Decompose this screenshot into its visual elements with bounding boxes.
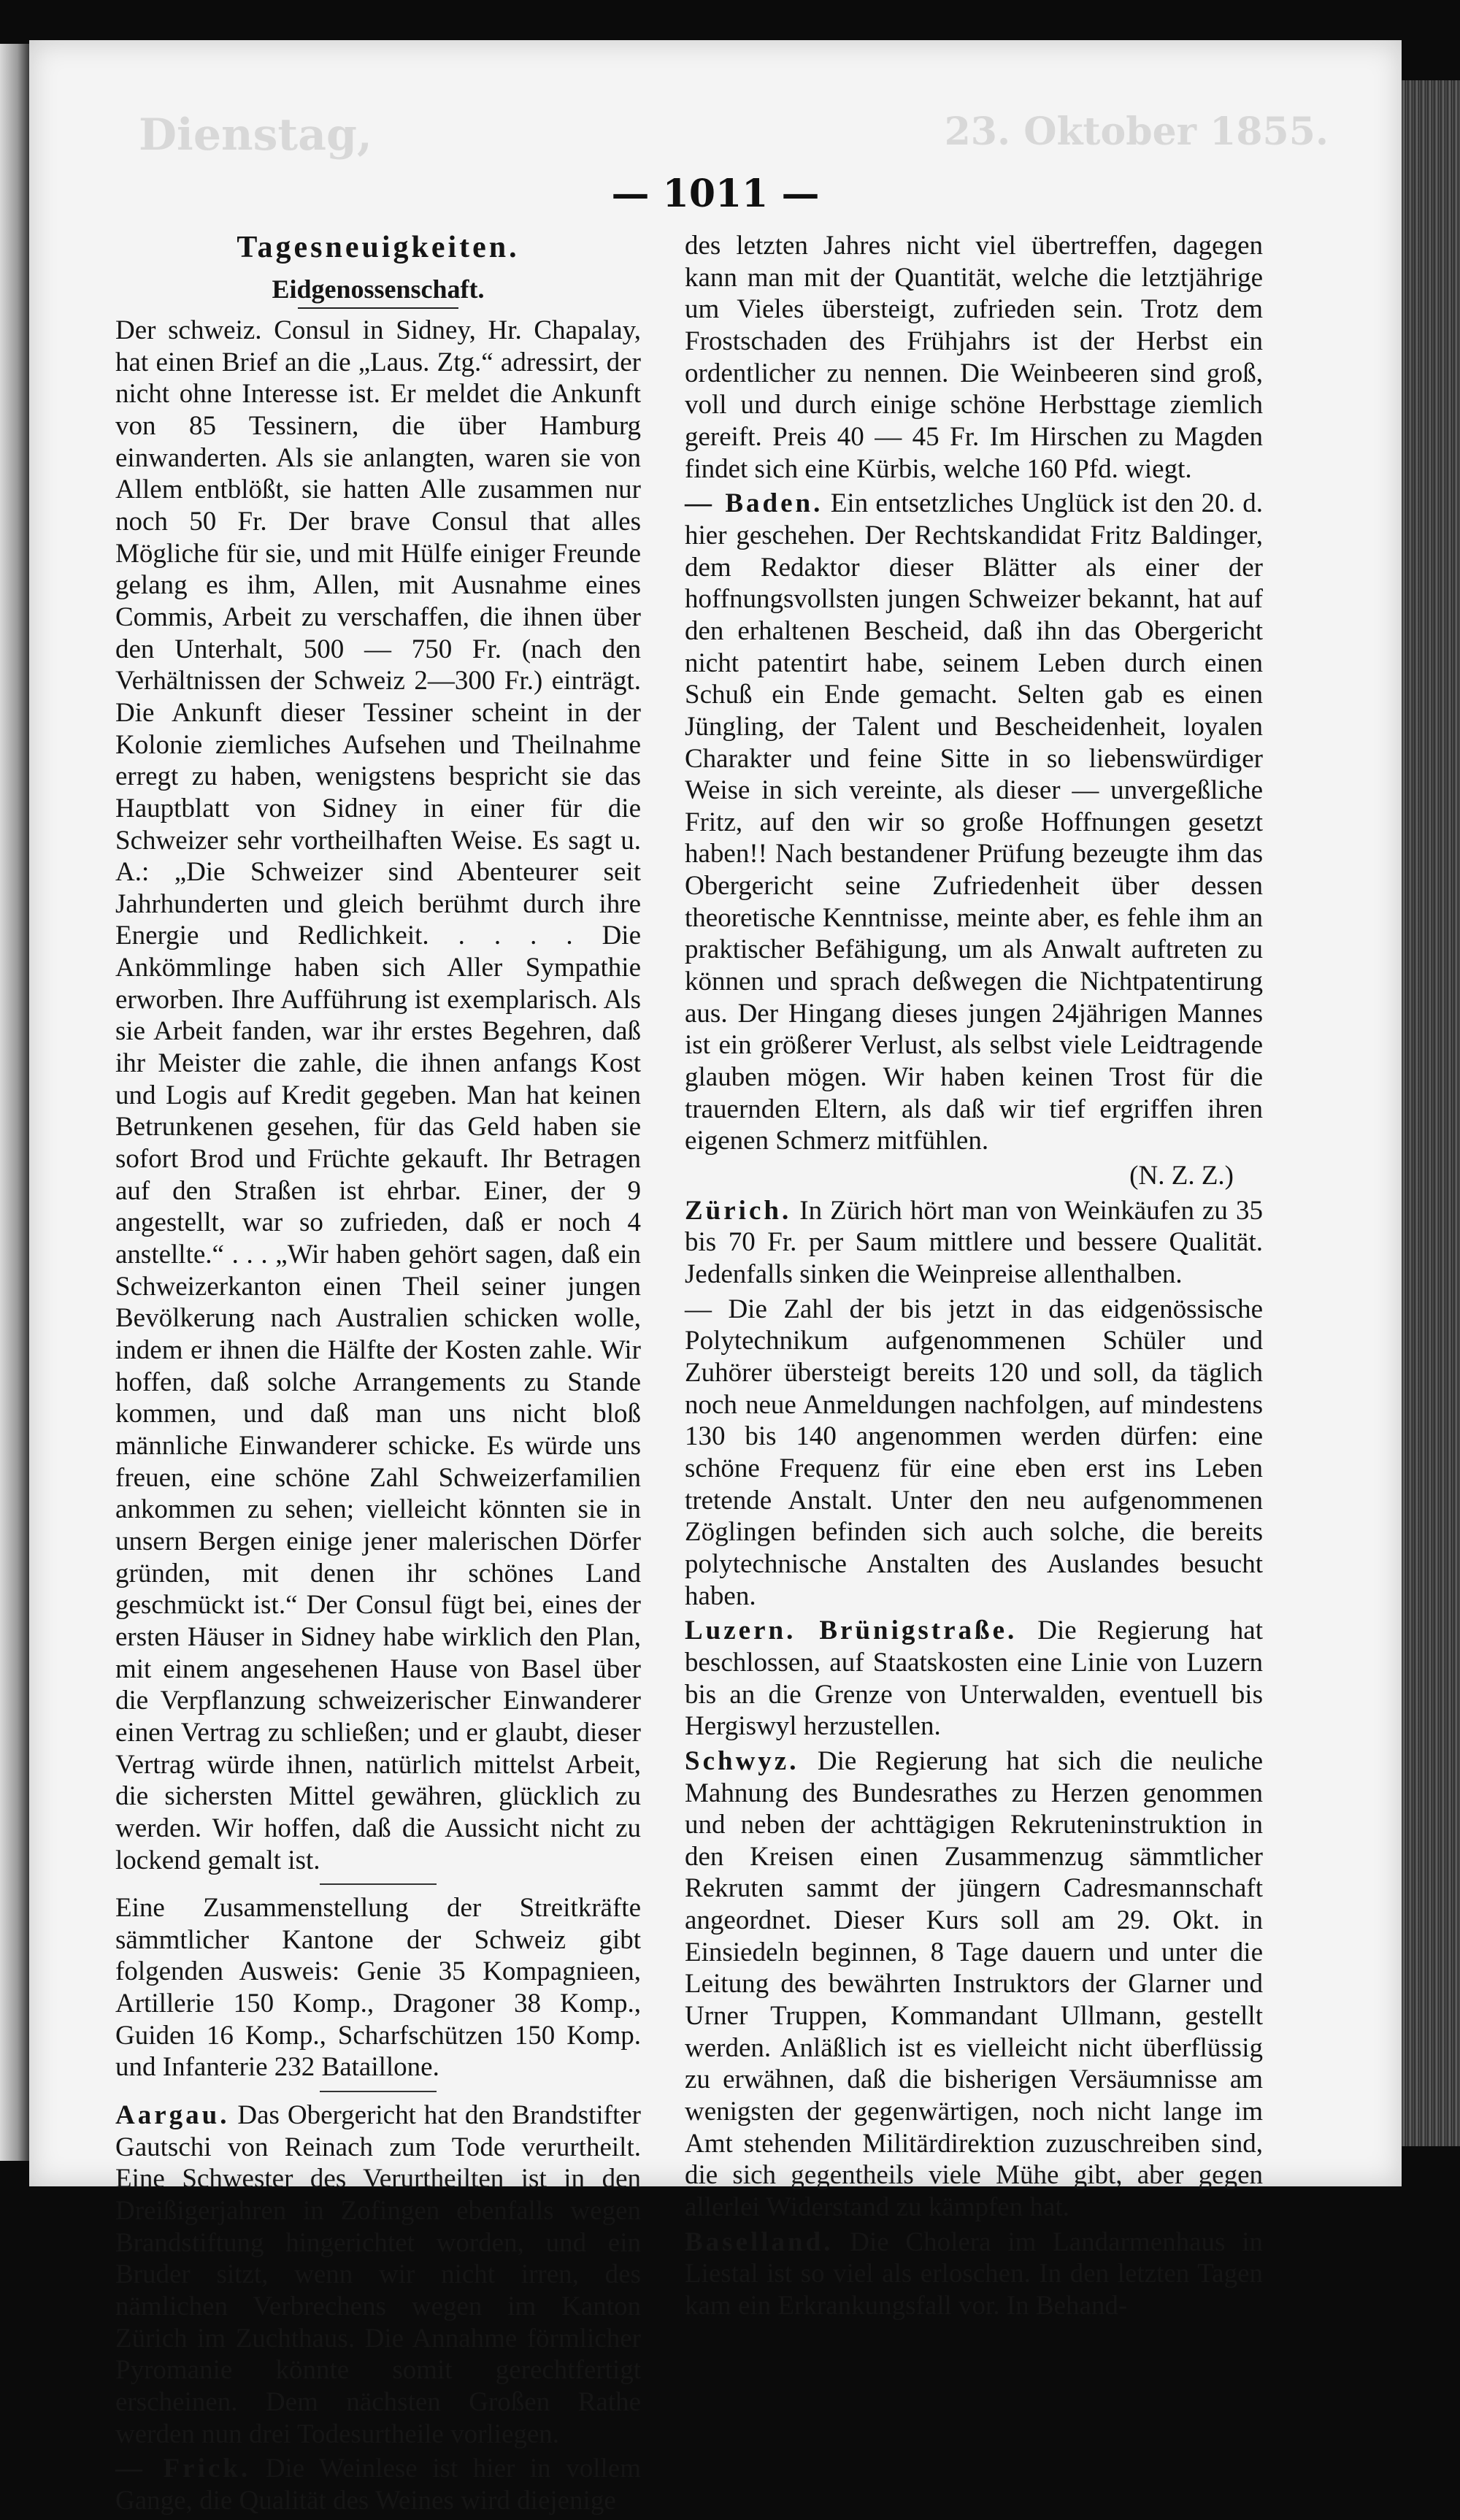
masthead-left: Dienstag,	[139, 110, 372, 161]
article-streitkraefte: Eine Zusammenstellung der Streitkräfte sämmtlicher Kantone der Schweiz gibt folgenden Ausweis: Genie 35 Kompagnieen, Artillerie 150 Komp., Dragoner 38 Komp., Guiden 16 Komp., Scharfschützen 150 Komp. und Infanterie 232 Bataillone.	[115, 1893, 641, 2083]
section-subheading: Eidgenossenschaft.	[272, 274, 485, 304]
section-heading: Tagesneuigkeiten.	[237, 231, 520, 264]
article-frick-continued: des letzten Jahres nicht viel übertreffen, dagegen kann man mit der Quantität, welche die letztjährige um Vieles übersteigt, zufrieden sein. Trotz dem Frostschaden des Frühjahrs ist der Herbst ein ordentlicher zu nennen. Die Weinbeeren sind groß, voll und durch einige schöne Herbsttage ziemlich gereift. Preis 40 — 45 Fr. Im Hirschen zu Magden findet sich eine Kürbis, welche 160 Pfd. wiegt.	[685, 231, 1263, 484]
subheading-rule	[298, 307, 458, 309]
newspaper-page	[29, 40, 1402, 2516]
article-frick	[115, 2453, 641, 2516]
article-baden-body: Ein entsetzliches Unglück ist den 20. d. hier geschehen. Der Rechtskandidat Fritz Baldinger, dem Redaktor dieser Blätter als einer der hoffnungsvollsten jungen Schweizer bekannt, hat auf den erhaltenen Bescheid, daß ihn das Obergericht nicht patentirt habe, seinem Leben durch einen Schuß ein Ende gemacht. Selten gab es einen Jüngling, der Talent und Bescheidenheit, loyalen Charakter und feine Sitte in so liebenswürdiger Weise in sich vereinte, als dieser — unvergeßliche Fritz, auf den wir so große Hoffnungen gesetzt haben!! Nach bestandener Prüfung bezeugte ihm das Obergericht seine Zufriedenheit über dessen theoretische Kenntnisse, meinte aber, es fehle ihm an praktischer Befähigung, um als Anwalt auftreten zu können und sprach deßwegen die Nichtpatentirung aus. Der Hingang dieses jungen 24jährigen Mannes ist ein größerer Verlust, als selbst viele Leidtragende glauben mögen. Wir haben keinen Trost für die trauernden Eltern, als daß wir tief ergriffen ihren eigenen Schmerz mitfühlen.	[685, 488, 1263, 1156]
article-polytechnikum: — Die Zahl der bis jetzt in das eidgenössische Polytechnikum aufgenommenen Schüler und Zuhörer übersteigt bereits 120 und soll, da täglich noch neue Anmeldungen nachfolgen, auf mindestens 130 bis 140 angenommen werden dürfen: eine schöne Frequenz für eine eben erst ins Leben tretende Anstalt. Unter den neu aufgenommenen Zöglingen befinden sich auch solche, die bereits polytechnische Anstalten des Auslandes besucht haben.	[685, 1294, 1263, 1611]
left-column	[115, 230, 641, 2520]
article-frick-body: Die Weinlese ist hier in vollem Gange, die Qualität des Weines wird diejenige	[115, 2454, 641, 2516]
article-schwyz	[685, 1745, 1263, 2224]
article-schwyz-lead: Schwyz.	[685, 1745, 799, 1776]
article-baden	[685, 488, 1263, 1157]
masthead-right: 23. Oktober 1855.	[944, 110, 1329, 154]
page-number: — 1011 —	[611, 172, 820, 216]
article-baselland-body: Die Cholera im Landarmenhaus in Liestal ist so viel als erloschen. In den letzten Tagen kam ein Erkrankungsfall vor. In Behand-	[685, 2227, 1263, 2321]
article-aargau-body: Das Obergericht hat den Brandstifter Gautschi von Reinach zum Tode verurtheilt. Eine Schwester des Verurtheilten ist in den Dreißigerjahren in Zofingen ebenfalls wegen Brandstiftung hingerichtet worden, und ein Bruder sitzt, wenn wir nicht irren, des nämlichen Verbrechens wegen im Kanton Zürich im Zuchthaus. Die Annahme förmlicher Pyromanie könnte somit gerechtfertigt erscheinen. Dem nächsten Großen Rathe werden nun drei Todesurtheile vorliegen.	[115, 2100, 641, 2449]
article-zuerich	[685, 1195, 1263, 1291]
article-baselland	[685, 2227, 1263, 2322]
article-zuerich-lead: Zürich.	[685, 1195, 792, 1226]
book-left-edge	[0, 44, 29, 2161]
article-baden-source: (N. Z. Z.)	[1129, 1161, 1234, 1191]
article-baselland-lead: Baselland.	[685, 2227, 834, 2257]
article-aargau-lead: Aargau.	[115, 2100, 230, 2131]
article-frick-lead: — Frick.	[115, 2454, 251, 2484]
article-zuerich-body: In Zürich hört man von Weinkäufen zu 35 bis 70 Fr. per Saum mittlere und bessere Qualität. Jedenfalls sinken die Weinpreise allenthalben.	[685, 1195, 1263, 1289]
article-divider	[320, 2091, 437, 2092]
article-aargau	[115, 2100, 641, 2450]
article-luzern-body: Die Regierung hat beschlossen, auf Staatskosten eine Linie von Luzern bis an die Grenze von Unterwalden, eventuell bis Hergiswyl herzustellen.	[685, 1616, 1264, 1742]
article-luzern-lead: Luzern. Brünigstraße.	[685, 1616, 1018, 1646]
right-column	[685, 230, 1263, 2325]
article-divider	[320, 1883, 437, 1885]
article-luzern	[685, 1615, 1263, 1743]
article-schwyz-body: Die Regierung hat sich die neuliche Mahnung des Bundesrathes zu Herzen genommen und neben der achttägigen Rekruteninstruktion in den Kreisen einen Zusammenzug sämmtlicher Rekruten sammt der jüngern Cadresmannschaft angeordnet. Dieser Kurs soll am 29. Okt. in Einsiedeln beginnen, 8 Tage dauern und unter die Leitung des bewährten Instruktors der Glarner und Urner Truppen, Kommandant Ullmann, gestellt werden. Anläßlich ist es vielleicht nicht überflüssig zu erwähnen, daß die bisherigen Versäumnisse am wenigsten der gegenwärtigen, noch nicht lange im Amt stehenden Militärdirektion zuzuschreiben sind, die sich gegentheils viele Mühe gibt, aber gegen allerlei Widerstand zu kämpfen hat.	[685, 1745, 1263, 2223]
article-baden-lead: — Baden.	[685, 488, 823, 519]
article-sidney: Der schweiz. Consul in Sidney, Hr. Chapalay, hat einen Brief an die „Laus. Ztg.“ adressirt, der nicht ohne Interesse ist. Er meldet die Ankunft von 85 Tessinern, die über Hamburg einwanderten. Als sie anlangten, waren sie von Allem entblößt, sie hatten Alle zusammen nur noch 50 Fr. Der brave Consul that alles Mögliche für sie, und mit Hülfe einiger Freunde gelang es ihm, Allen, mit Ausnahme eines Commis, Arbeit zu verschaffen, die ihnen über den Unterhalt, 500 — 750 Fr. (nach den Verhältnissen der Schweiz 2—300 Fr.) einträgt. Die Ankunft dieser Tessiner scheint in der Kolonie ziemliches Aufsehen und Theilnahme erregt zu haben, wenigstens bespricht sie das Hauptblatt von Sidney in einer für die Schweizer sehr vortheilhaften Weise. Es sagt u. A.: „Die Schweizer sind Abenteurer seit Jahrhunderten und gleich berühmt durch ihre Energie und Redlichkeit. . . . . Die Ankömmlinge haben sich Aller Sympathie erworben. Ihre Aufführung ist exemplarisch. Als sie Arbeit fanden, war ihr erstes Begehren, daß ihr Meister die zahle, die ihnen anfangs Kost und Logis auf Kredit gegeben. Man hat keinen Betrunkenen gesehen, für das Geld haben sie sofort Brod und Früchte gekauft. Ihr Betragen auf den Straßen ist ehrbar. Einer, der 9 angestellt, war so zufrieden, daß er noch 4 anstellte.“ . . . „Wir haben gehört sagen, daß ein Schweizerkanton einen Theil seiner jungen Bevölkerung nach Australien schicken wolle, indem er ihnen die Hälfte der Kosten zahle. Wir hoffen, daß solche Arrangements zu Stande kommen, und daß man uns nicht bloß männliche Einwanderer schicke. Es würde uns freuen, eine schöne Zahl Schweizerfamilien ankommen zu sehen; vielleicht könnten sie in unsern Bergen einige jener malerischen Dörfer gründen, mit denen ihr schönes Land geschmückt ist.“ Der Consul fügt bei, eines der ersten Häuser in Sidney habe wirklich den Plan, mit einem angesehenen Hause von Basel über die Verpflanzung schweizerischer Einwanderer einen Vertrag zu schließen; und er glaubt, dieser Vertrag würde ihnen, natürlich mittelst Arbeit, die sichersten Mittel gewähren, glücklich zu werden. Wir hoffen, daß die Aussicht nicht zu lockend gemalt ist.	[115, 315, 641, 1875]
